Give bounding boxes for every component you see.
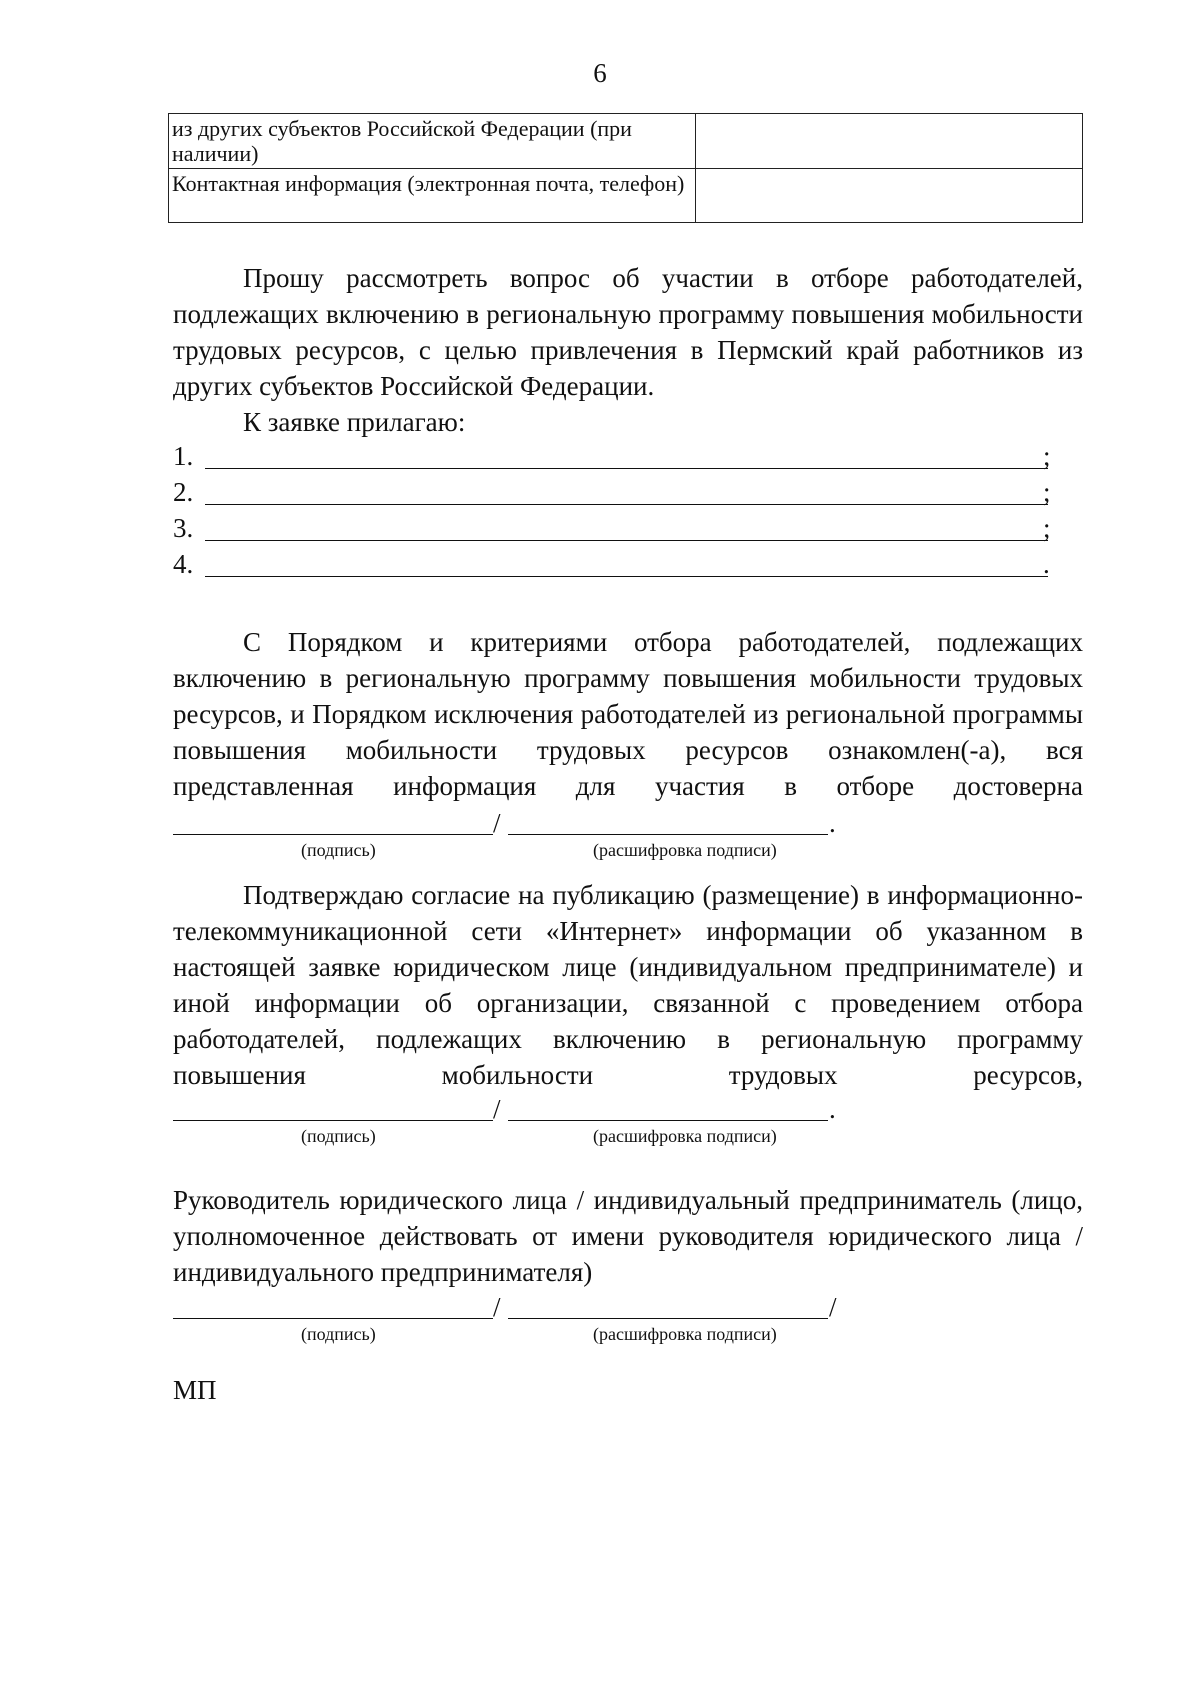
consent-text: Подтверждаю согласие на публикацию (размещение) в информационно-телекоммуникационной сети «Интернет» информации об указанном в настоящей заявке юридическом лице (индивидуальном предпринимателе) и иной информации об организации, связанной с проведением отбора работодателей, подлежащих включению в региональную программу повышения мобильности трудовых ресурсов, [173,880,1083,1090]
acknowledgement-text: С Порядком и критериями отбора работодателей, подлежащих включению в региональную программу повышения мобильности трудовых ресурсов, и Порядком исключения работодателей из региональной программы повышения мобильности трудовых ресурсов ознакомлен(-а), вся представленная информация для участия в отборе достоверна [173,627,1083,801]
stamp-placeholder: МП [173,1375,217,1405]
consent-paragraph [173,877,1083,1093]
attachment-number: 1. [173,441,194,471]
attachment-blank-line[interactable] [205,540,1048,541]
attachment-end-mark: ; [1043,477,1051,507]
attachment-number: 3. [173,513,194,543]
table-row [169,169,1083,223]
table-cell-value[interactable] [696,114,1083,169]
signature-row-2 [173,1094,853,1154]
info-table [168,113,1083,223]
attachment-number: 2. [173,477,194,507]
attachment-line-3[interactable] [173,513,1053,549]
decoding-caption: (расшифровка подписи) [593,1324,777,1344]
attachment-end-mark: . [1043,549,1050,579]
signature-decoding-blank[interactable] [508,834,828,835]
signature-caption: (подпись) [301,840,376,860]
attachment-line-4[interactable] [173,549,1053,585]
attachment-blank-line[interactable] [205,468,1048,469]
attachment-blank-line[interactable] [205,504,1048,505]
attachment-end-mark: ; [1043,513,1051,543]
signature-slash: / [493,1292,501,1322]
signature-blank[interactable] [173,1120,493,1121]
signature-caption: (подпись) [301,1324,376,1344]
table-cell-value[interactable] [696,169,1083,223]
attachment-blank-line[interactable] [205,576,1048,577]
acknowledgement-paragraph [173,624,1083,804]
decoding-caption: (расшифровка подписи) [593,1126,777,1146]
table-cell-label: Контактная информация (электронная почта, телефон) [169,169,696,223]
head-paragraph: Руководитель юридического лица / индивидуальный предприниматель (лицо, уполномоченное действовать от имени руководителя юридического лица / индивидуального предпринимателя) [173,1185,1083,1287]
signature-tail: / [829,1292,837,1322]
table-row [169,114,1083,169]
decoding-caption: (расшифровка подписи) [593,840,777,860]
table-cell-label: из других субъектов Российской Федерации (при наличии) [169,114,696,169]
request-text: Прошу рассмотреть вопрос об участии в отборе работодателей, подлежащих включению в региональную программу повышения мобильности трудовых ресурсов, с целью привлечения в Пермский край работников из других субъектов Российской Федерации. [173,263,1083,401]
request-paragraph [173,260,1083,404]
signature-blank[interactable] [173,834,493,835]
signature-caption: (подпись) [301,1126,376,1146]
signature-blank[interactable] [173,1318,493,1319]
page-number: 6 [593,58,607,88]
signature-slash: / [493,1094,501,1124]
attachments-intro: К заявке прилагаю: [243,407,466,437]
attachment-line-2[interactable] [173,477,1053,513]
signature-tail: . [829,808,836,838]
attachment-line-1[interactable] [173,441,1053,477]
signature-row-3 [173,1292,853,1352]
attachment-end-mark: ; [1043,441,1051,471]
attachment-number: 4. [173,549,194,579]
signature-tail: . [829,1094,836,1124]
signature-row-1 [173,808,853,868]
signature-decoding-blank[interactable] [508,1120,828,1121]
signature-decoding-blank[interactable] [508,1318,828,1319]
signature-slash: / [493,808,501,838]
